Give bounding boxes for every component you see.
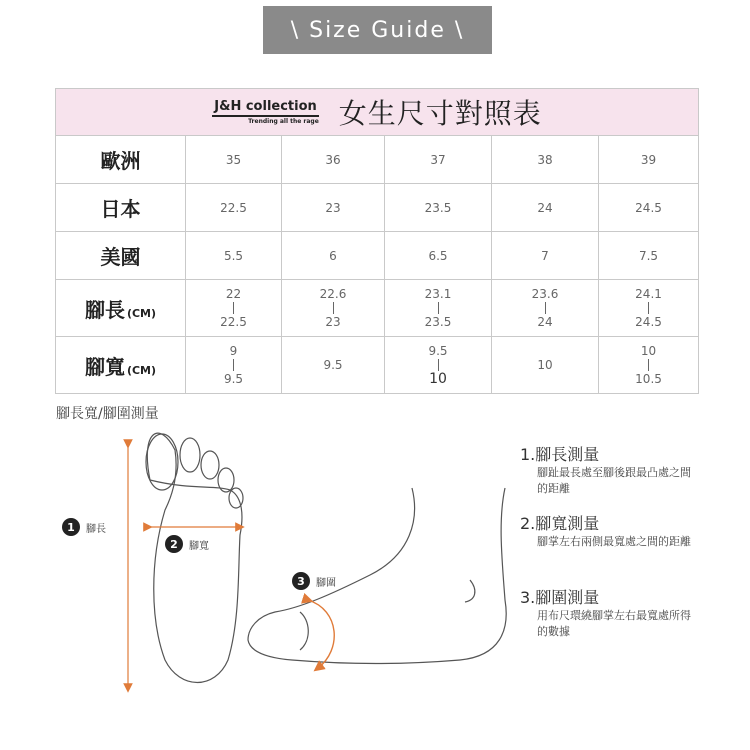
row-label: 美國 (56, 232, 186, 280)
range-to: 10.5 (635, 372, 662, 386)
measurement-width (520, 511, 697, 550)
range-from: 10 (640, 344, 657, 358)
table-cell: 24 (492, 184, 599, 232)
table-cell: 22.5 (186, 184, 282, 232)
table-cell: 23.5 (385, 184, 492, 232)
range-to: 10 (429, 371, 447, 387)
table-cell: 38 (492, 136, 599, 184)
table-cell: 7.5 (599, 232, 699, 280)
range-to: 23.5 (424, 315, 452, 329)
range-from: 22.6 (319, 287, 347, 301)
row-label: 日本 (56, 184, 186, 232)
table-cell: 23 (282, 184, 385, 232)
measurement-length (520, 442, 697, 497)
row-label-text: 腳寬 (84, 354, 125, 379)
measurement-desc: 用布尺環繞腳掌左右最寬處所得的數據 (537, 609, 691, 638)
measurement-girth (520, 585, 697, 640)
table-cell: 5.5 (186, 232, 282, 280)
foot-sole-outline (146, 433, 243, 682)
diagram-label-length (62, 518, 106, 536)
foot-side-outline (248, 488, 506, 663)
measurement-desc: 腳掌左右兩側最寬處之間的距離 (537, 535, 691, 548)
table-cell: 7 (492, 232, 599, 280)
measurement-title: 1.腳長測量 (520, 445, 600, 464)
diagram-label-width (165, 535, 209, 553)
table-cell: 37 (385, 136, 492, 184)
measurement-desc: 腳趾最長處至腳後跟最凸處之間的距離 (537, 466, 691, 495)
range-to: 24.5 (635, 315, 662, 329)
range-to: 23 (325, 315, 341, 329)
label-text: 腳長 (86, 523, 106, 535)
range-to: 22.5 (220, 315, 247, 329)
range-from: 22 (225, 287, 242, 301)
table-title: 女生尺寸對照表 (338, 97, 542, 130)
range-from: 9 (229, 344, 238, 358)
range-from: 23.1 (424, 287, 452, 301)
row-label-text: 腳長 (84, 297, 125, 322)
measurement-title: 3.腳圍測量 (520, 588, 600, 607)
table-cell: 24.5 (599, 184, 699, 232)
table-cell: 35 (186, 136, 282, 184)
size-guide-banner: \ Size Guide \ (263, 6, 492, 54)
table-cell: 10 (492, 337, 599, 394)
range-to: 9.5 (223, 372, 244, 386)
diagram-label-girth (292, 572, 336, 590)
range-from: 24.1 (635, 287, 662, 301)
brand-name: J&H collection (212, 99, 319, 117)
table-cell: 6 (282, 232, 385, 280)
row-label: 歐洲 (56, 136, 186, 184)
row-label-unit: (CM) (126, 306, 157, 320)
label-text: 腳圍 (316, 577, 336, 589)
section-title: 腳長寬/腳圍測量 (56, 406, 159, 422)
table-cell: 36 (282, 136, 385, 184)
label-number: 3 (292, 572, 310, 590)
table-cell: 6.5 (385, 232, 492, 280)
label-text: 腳寬 (189, 540, 209, 552)
label-number: 2 (165, 535, 183, 553)
measurement-title: 2.腳寬測量 (520, 514, 600, 533)
table-cell: 9.5 (282, 337, 385, 394)
brand-tagline: Trending all the rage (248, 118, 319, 125)
table-cell: 39 (599, 136, 699, 184)
range-from: 23.6 (531, 287, 559, 301)
range-from: 9.5 (428, 344, 448, 358)
label-number: 1 (62, 518, 80, 536)
row-label-unit: (CM) (126, 363, 157, 377)
range-to: 24 (537, 315, 553, 329)
girth-arrow (308, 600, 334, 668)
